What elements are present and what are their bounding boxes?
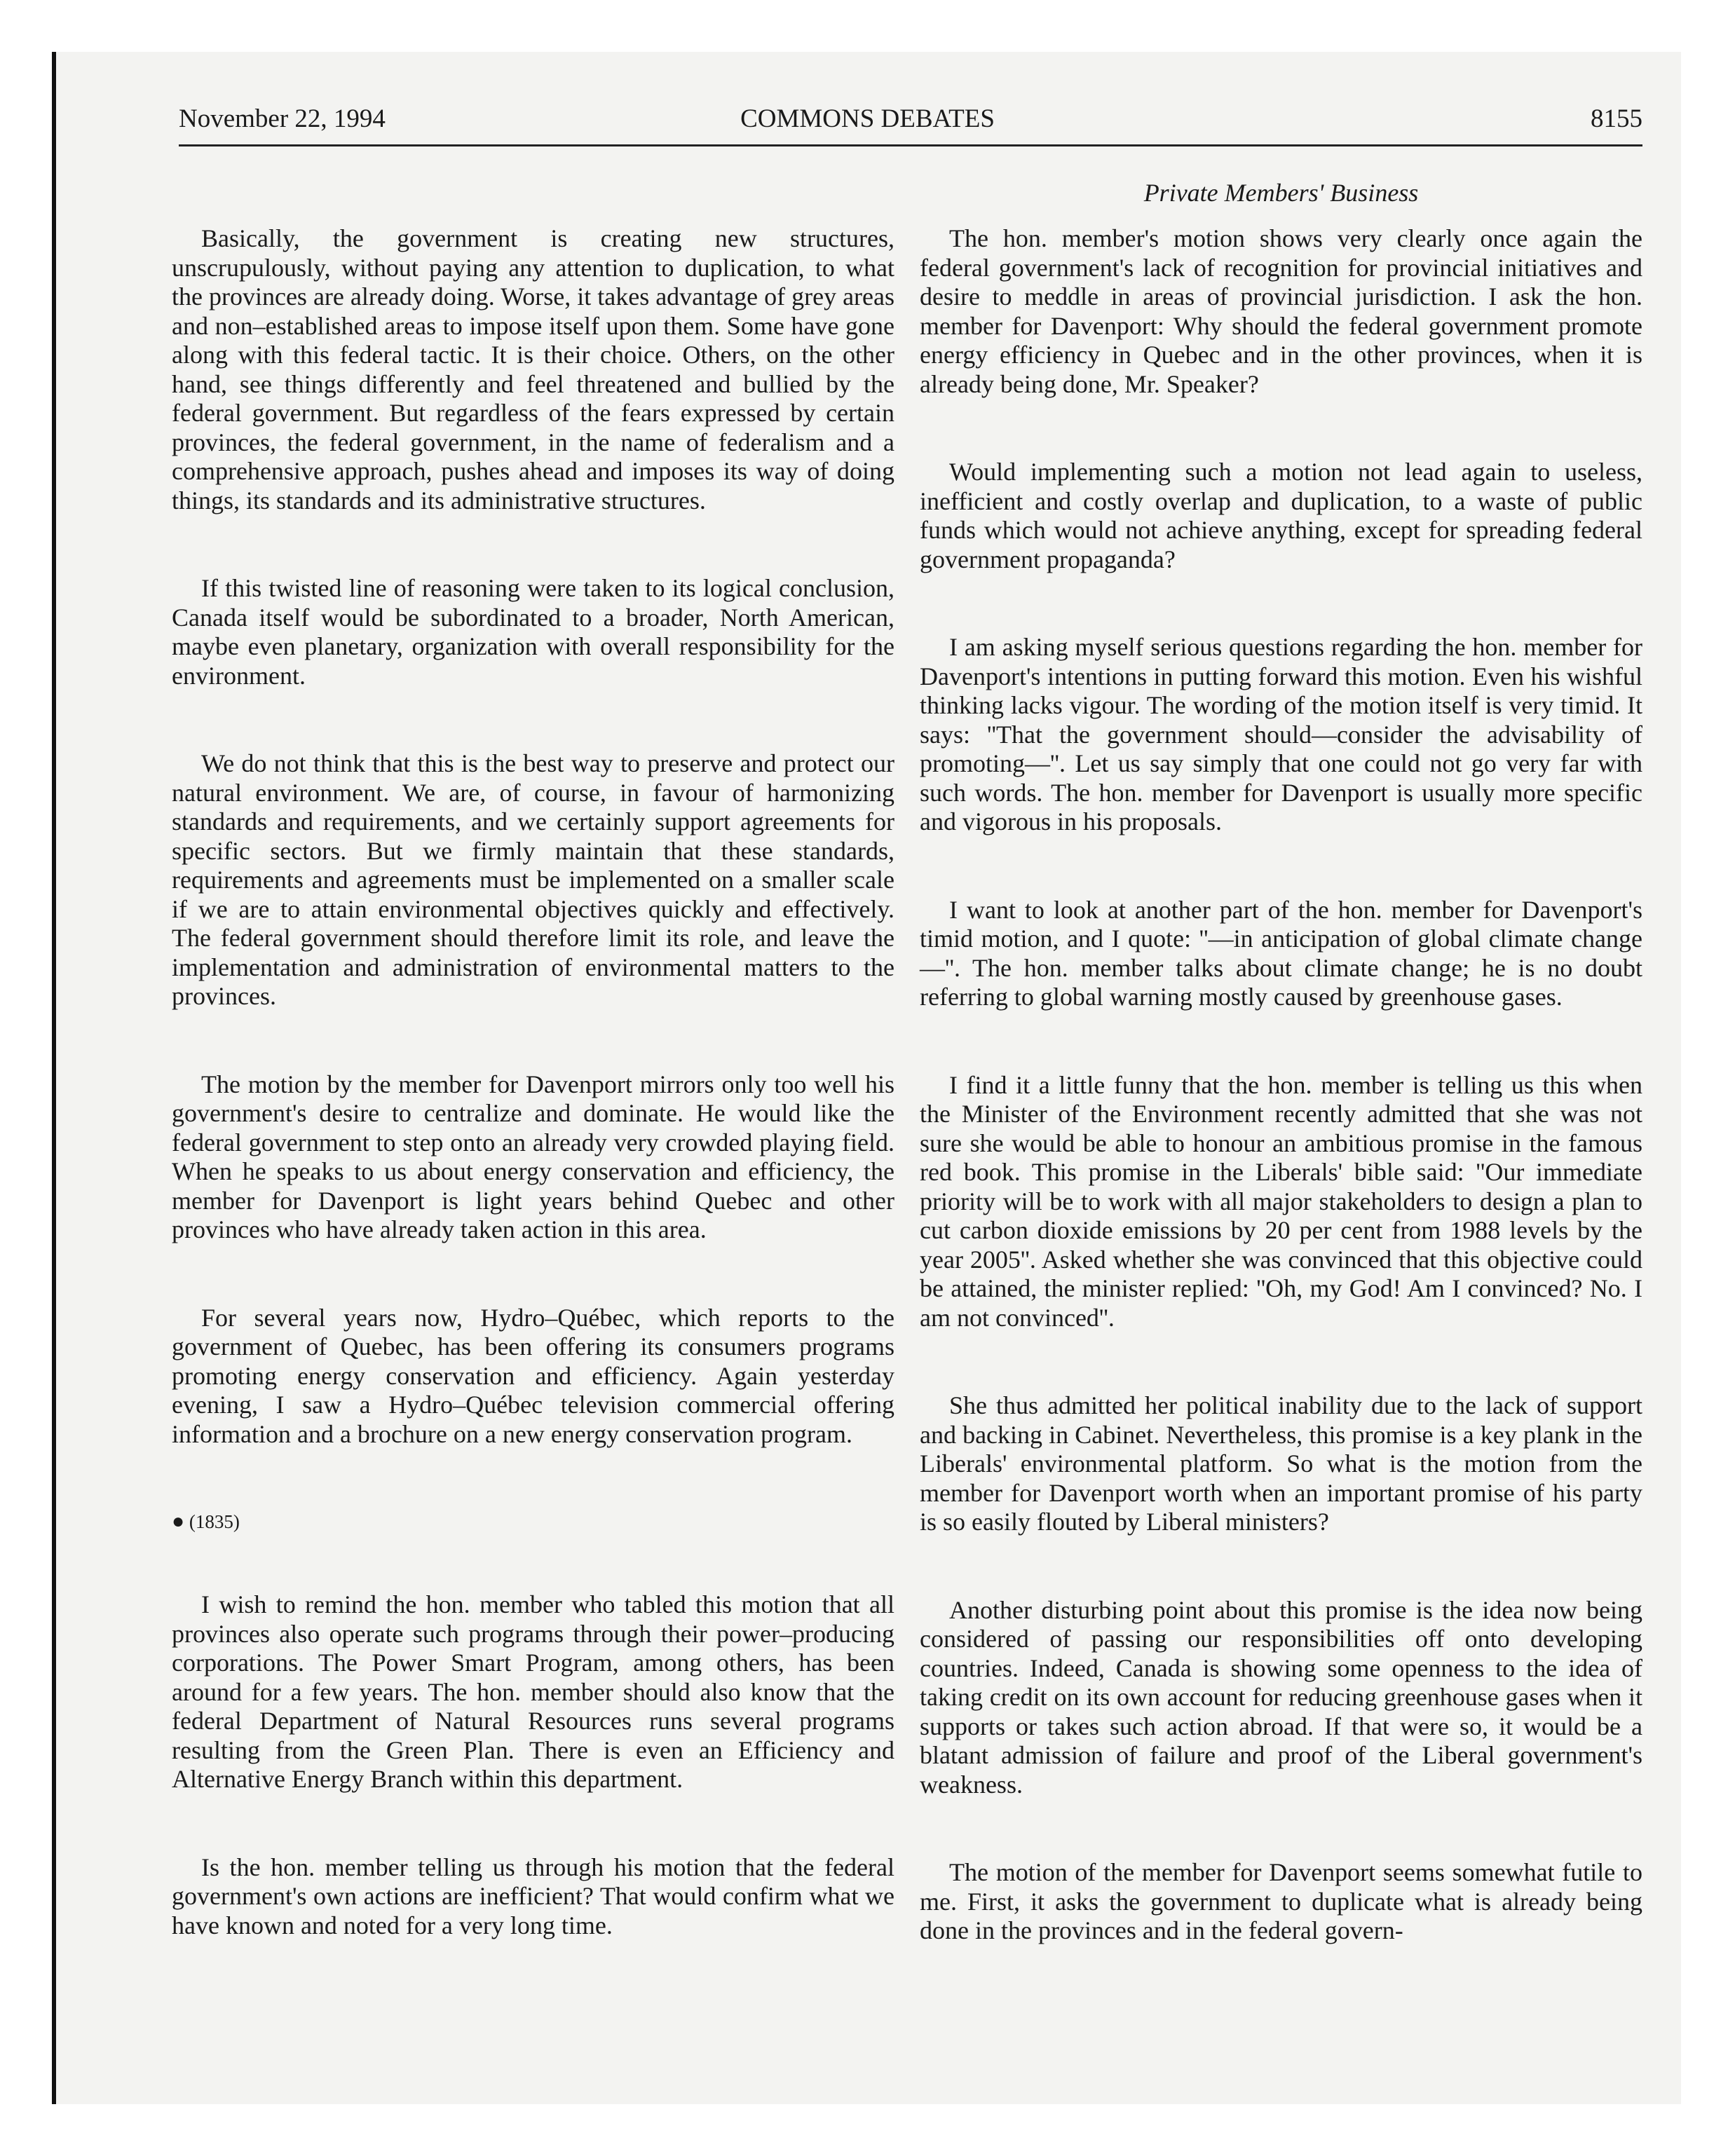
right-column [920, 224, 1642, 1946]
left-column [172, 224, 894, 1940]
paragraph: I want to look at another part of the hon. member for Davenport's timid motion, and I quote: ''—in anticipation of global climate change—''. The hon. member talks about climate change; he is no doubt referring to global warning mostly caused by greenhouse gases. [920, 895, 1642, 1011]
time-marker-label: (1835) [189, 1511, 240, 1532]
paragraph: I am asking myself serious questions regarding the hon. member for Davenport's intentions in putting forward this motion. Even his wishful thinking lacks vigour. The wording of the motion itself is very timid. It says: ''That the government should—consider the advisability of promoting—''. Let us say simply that one could not go very far with such words. The hon. member for Davenport is usually more specific and vigorous in his proposals. [920, 633, 1642, 835]
paragraph: The motion by the member for Davenport mirrors only too well his government's desire to centralize and dominate. He would like the federal government to step onto an already very crowded playing field. When he speaks to us about energy conservation and efficiency, the member for Davenport is light years behind Quebec and other provinces who have already taken action in this area. [172, 1070, 894, 1243]
paragraph: Basically, the government is creating new structures, unscrupulously, without paying any attention to duplication, to what the provinces are already doing. Worse, it takes advantage of grey areas and non–established areas to impose itself upon them. Some have gone along with this federal tactic. It is their choice. Others, on the other hand, see things differently and feel threatened and bullied by the federal government. But regardless of the fears expressed by certain provinces, the federal government, in the name of federalism and a comprehensive approach, pushes ahead and imposes its way of doing things, its standards and its administrative structures. [172, 224, 895, 514]
paragraph: Another disturbing point about this promise is the idea now being considered of passing our responsibilities off onto developing countries. Indeed, Canada is showing some openness to the idea of taking credit on its own account for reducing greenhouse gases when it supports or takes such action abroad. If that were so, it would be a blatant admission of failure and proof of the Liberal government's weakness. [920, 1595, 1642, 1799]
paragraph: I find it a little funny that the hon. member is telling us this when the Minister of the Environment recently admitted that she was not sure she would be able to honour an ambitious promise in the famous red book. This promise in the Liberals' bible said: ''Our immediate priority will be to work with all major stakeholders to design a plan to cut carbon dioxide emissions by 20 per cent from 1988 levels by the year 2005''. Asked whether she was convinced that this objective could be attained, the minister replied: ''Oh, my God! Am I convinced? No. I am not convinced''. [920, 1070, 1642, 1332]
paragraph: The motion of the member for Davenport seems somewhat futile to me. First, it asks the government to duplicate what is already being done in the provinces and in the federal govern- [920, 1858, 1642, 1944]
header-page-number: 8155 [1591, 104, 1642, 133]
header-publication: COMMONS DEBATES [740, 104, 995, 133]
header-date: November 22, 1994 [179, 104, 386, 133]
section-title: Private Members' Business [1143, 179, 1419, 207]
paragraph: The hon. member's motion shows very clearly once again the federal government's lack of recognition for provincial initiatives and desire to meddle in areas of provincial jurisdiction. I ask the hon. member for Davenport: Why should the federal government promote energy efficiency in Quebec and in the other provinces, when it is already being done, Mr. Speaker? [920, 224, 1642, 398]
paragraph: We do not think that this is the best way to preserve and protect our natural environment. We are, of course, in favour of harmonizing standards and requirements, and we certainly support agreements for specific sectors. But we firmly maintain that these standards, requirements and agreements must be implemented on a smaller scale if we are to attain environmental objectives quickly and effectively. The federal government should therefore limit its role, and leave the implementation and administration of environmental matters to the provinces. [172, 749, 894, 1010]
paragraph: Is the hon. member telling us through his motion that the federal government's own actions are inefficient? That would confirm what we have known and noted for a very long time. [172, 1853, 894, 1939]
header-rule [179, 144, 1642, 146]
paragraph: If this twisted line of reasoning were taken to its logical conclusion, Canada itself would be subordinated to a broader, North American, maybe even planetary, organization with overall responsibility for the environment. [172, 574, 894, 690]
paragraph: For several years now, Hydro–Québec, which reports to the government of Quebec, has been offering its consumers programs promoting energy conservation and efficiency. Again yesterday evening, I saw a Hydro–Québec television commercial offering information and a brochure on a new energy conservation program. [172, 1303, 894, 1448]
paragraph: Would implementing such a motion not lead again to useless, inefficient and costly overlap and duplication, to a waste of public funds which would not achieve anything, except for spreading federal government propaganda? [920, 458, 1642, 573]
paragraph: She thus admitted her political inability due to the lack of support and backing in Cabinet. Nevertheless, this promise is a key plank in the Liberals' environmental platform. So what is the motion from the member for Davenport worth when an important promise of his party is so easily flouted by Liberal ministers? [920, 1391, 1642, 1536]
scan-edge-line [52, 52, 56, 2104]
time-marker [172, 1508, 894, 1536]
paragraph: I wish to remind the hon. member who tabled this motion that all provinces also operate such programs through their power–producing corporations. The Power Smart Program, among others, has been around for a few years. The hon. member should also know that the federal Department of Natural Resources runs several programs resulting from the Green Plan. There is even an Efficiency and Alternative Energy Branch within this department. [172, 1590, 894, 1793]
bullet-icon: ● [172, 1510, 185, 1533]
